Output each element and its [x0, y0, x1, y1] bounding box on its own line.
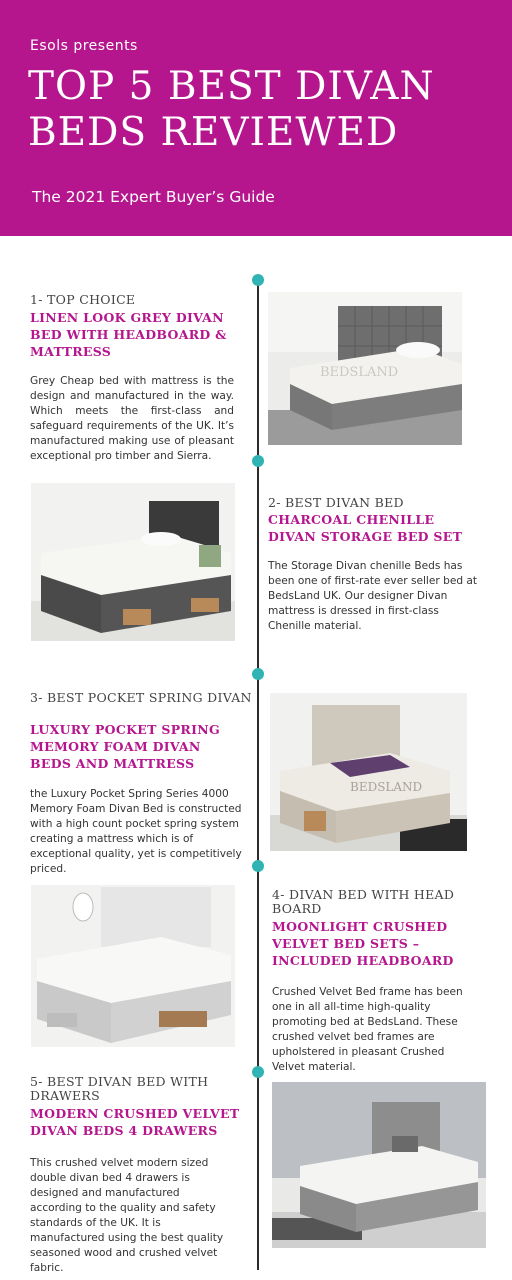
timeline-dot	[252, 668, 264, 680]
item-1-description: Grey Cheap bed with mattress is the design and manufactured in the way. Which meets the first-class and safeguard requirements of the UK. It’s manufactured making use of pleasant exceptional pro timber and Sierra.	[30, 375, 234, 462]
item-1-rank: 1- TOP CHOICE	[30, 292, 136, 307]
item-2-photo	[31, 483, 235, 641]
item-3-name: LUXURY POCKET SPRING MEMORY FOAM DIVAN BEDS AND MATTRESS	[30, 722, 220, 771]
item-2-description: The Storage Divan chenille Beds has been one of first-rate ever seller bed at BedsLand UK. Our designer Divan mattress is dressed in first-class Chenille material.	[268, 560, 478, 632]
item-4-name: MOONLIGHT CRUSHED VELVET BED SETS – INCLUDED HEADBOARD	[272, 919, 454, 968]
item-3-rank: 3- BEST POCKET SPRING DIVAN	[30, 690, 252, 705]
timeline-dot	[252, 860, 264, 872]
item-5-photo	[272, 1082, 486, 1248]
item-4-photo	[31, 885, 235, 1047]
item-2-name: CHARCOAL CHENILLE DIVAN STORAGE BED SET	[268, 512, 463, 544]
page-subtitle: The 2021 Expert Buyer’s Guide	[32, 188, 275, 206]
item-2-rank: 2- BEST DIVAN BED	[268, 495, 404, 510]
item-5-name: MODERN CRUSHED VELVET DIVAN BEDS 4 DRAWERS	[30, 1106, 240, 1138]
item-4-description: Crushed Velvet Bed frame has been one in all all-time high-quality promoting bed at BedsLand. These crushed velvet bed frames are upholstered in pleasant Crushed Velvet material.	[272, 986, 463, 1073]
item-4-rank: 4- DIVAN BED WITH HEAD BOARD	[272, 887, 455, 916]
item-3-photo	[270, 693, 467, 851]
item-5-rank: 5- BEST DIVAN BED WITH DRAWERS	[30, 1074, 209, 1103]
item-1-photo-watermark: BEDSLAND	[320, 365, 399, 380]
page-title: TOP 5 BEST DIVAN BEDS REVIEWED	[28, 64, 435, 155]
item-1-photo	[268, 292, 462, 445]
timeline-dot	[252, 1066, 264, 1078]
item-5-description: This crushed velvet modern sized double divan bed 4 drawers is designed and manufactured according to the quality and safety standards of the UK. It is manufactured using the best quality seasoned wood and crushed velvet fabric.	[30, 1157, 224, 1274]
header-banner	[0, 0, 512, 236]
item-3-description: the Luxury Pocket Spring Series 4000 Memory Foam Divan Bed is constructed with a high count pocket spring system creating a mattress which is of exceptional quality, yet is competitively priced.	[30, 788, 242, 875]
presenter-text: Esols presents	[30, 38, 138, 54]
timeline-line	[257, 280, 259, 1270]
timeline-dot	[252, 274, 264, 286]
timeline-dot	[252, 455, 264, 467]
item-1-name: LINEN LOOK GREY DIVAN BED WITH HEADBOARD & MATTRESS	[30, 310, 227, 359]
item-3-photo-watermark: BEDSLAND	[350, 780, 423, 794]
